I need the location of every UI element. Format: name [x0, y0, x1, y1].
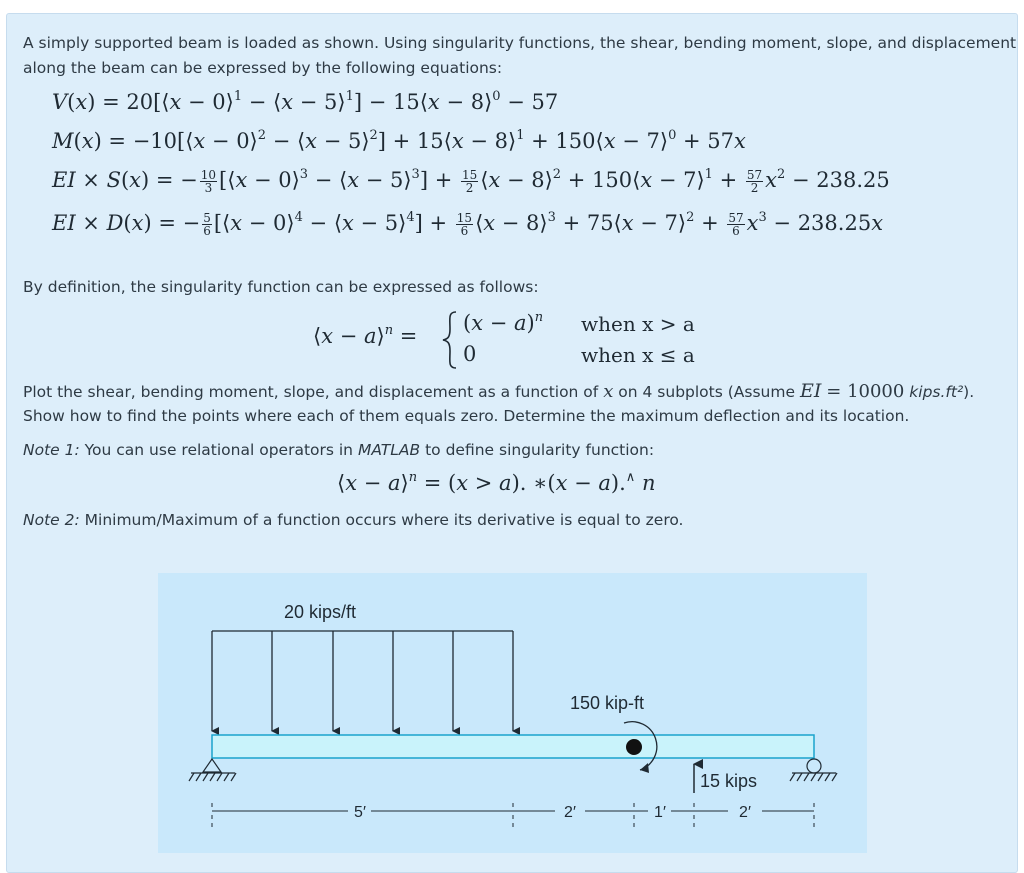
beam-diagram-svg [158, 573, 867, 853]
slope-equation: EI × S(x) = − $\frac{10}{3}$ [⟨x − 0⟩$^3$ − ⟨x − 5⟩$^3$] + $\frac{15}{2}$ ⟨x − 8⟩$^2$ + 150⟨x − 7⟩$^1$ + $\frac{57}{2}$ $x^2 - 238.25$ [52, 167, 890, 195]
shear-equation: V(x) = 20[⟨x − 0⟩$^1$ − ⟨x − 5⟩$^1$] − 15⟨x − 8⟩$^0$ − 57 [52, 89, 559, 114]
distributed-load-label: 20 kips/ft [283, 602, 357, 622]
dim-1ft: 1′ [654, 804, 666, 821]
task-line-1: Plot the shear, bending moment, slope, and displacement as a function of x on 4 subplots (Assume EI = 10000 kips.ft²). [23, 380, 975, 402]
moment-equation: M(x) = −10[⟨x − 0⟩$^2$ − ⟨x − 5⟩$^2$] + 15⟨x − 8⟩$^1$ + 150⟨x − 7⟩$^0$ + 57x [52, 128, 746, 153]
moment-point [626, 739, 642, 755]
moment-arrowhead [640, 763, 649, 773]
note-2: Note 2: Minimum/Maximum of a function occurs where its derivative is equal to zero. [23, 511, 684, 529]
roller-support [790, 759, 837, 781]
dimension-line [212, 803, 814, 827]
intro-line-2: along the beam can be expressed by the following equations: [23, 59, 503, 77]
case2-value: 0 [463, 342, 477, 366]
dim-2ft-second: 2′ [739, 804, 751, 821]
note-1: Note 1: You can use relational operators in MATLAB to define singularity function: [23, 441, 655, 459]
pin-support [189, 759, 236, 781]
point-load-label: 15 kips [700, 771, 758, 791]
case1-condition: when x > a [581, 312, 695, 336]
moment-label: 150 kip-ft [569, 693, 645, 713]
beam [212, 735, 814, 758]
displacement-equation: EI × D(x) = − $\frac{5}{6}$ [⟨x − 0⟩$^4$ − ⟨x − 5⟩$^4$] + $\frac{15}{6}$ ⟨x − 8⟩$^3$ + 75⟨x − 7⟩$^2$ + $\frac{57}{6}$ $x^3 - 238.25x$ [52, 210, 884, 238]
case2-condition: when x ≤ a [581, 343, 695, 367]
distributed-load [212, 631, 513, 731]
singularity-lhs: ⟨x − a⟩$^n$ = [313, 323, 418, 348]
definition-text: By definition, the singularity function can be expressed as follows: [23, 278, 539, 296]
dim-2ft-first: 2′ [564, 804, 576, 821]
intro-line-1: A simply supported beam is loaded as shown. Using singularity functions, the shear, bending moment, slope, and displacement [23, 34, 1017, 52]
beam-diagram [158, 573, 867, 853]
matlab-singularity-formula: ⟨x − a⟩$^n$ = (x > a). ∗(x − a).∧ n [337, 470, 656, 495]
left-brace [440, 309, 462, 371]
task-line-2: Show how to find the points where each of them equals zero. Determine the maximum deflection and its location. [23, 407, 910, 425]
case1-expression: $(x - a)^n$ [463, 310, 544, 335]
dim-5ft: 5′ [354, 804, 366, 821]
